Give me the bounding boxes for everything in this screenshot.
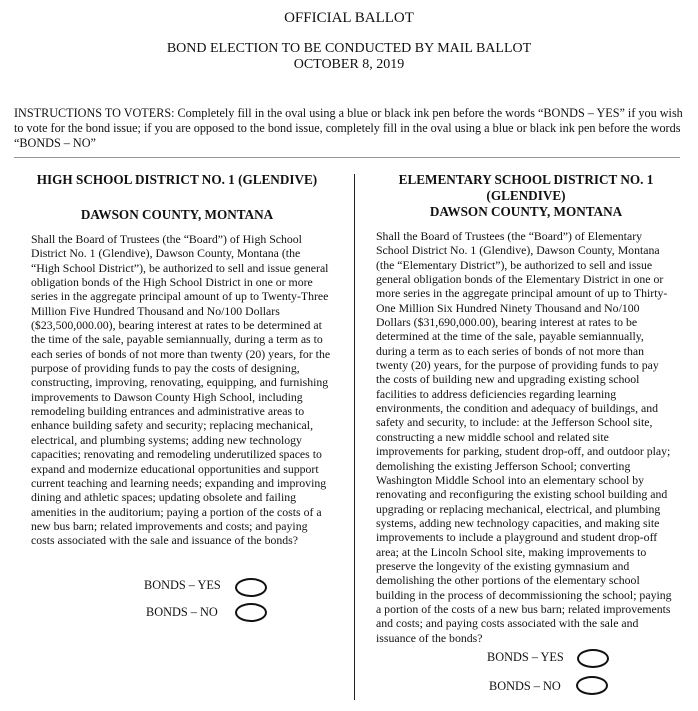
high-school-no-oval[interactable]: [235, 603, 267, 622]
elementary-question: Shall the Board of Trustees (the “Board”) of Elementary School District No. 1 (Glendive), Dawson County, Montana (the “Elementary District”), be authorized to sell and issue general obligation bonds of the Elementary District in one or more series in the aggregate principal amount of up to Thirty-One Million Six Hundred Ninety Thousand and No/100 Dollars ($31,690,000.00), bearing interest at rates to be determined at the time of the sale, payable semiannually, during a term as to each series of bonds of not more than twenty (20) years, for the purpose of providing funds to pay the costs of building new and upgrading existing school facilities to address deficiencies regarding learning environments, the condition and adequacy of buildings, and safety and security, to include: at the Jefferson School site, constructing a new middle school and related site improvements for parking, student drop-off, and outdoor play; demolishing the existing Jefferson School; converting Washington Middle School into an elementary school by renovating and reconfiguring the existing school building and upgrading or replacing mechanical, electrical, and plumbing systems, adding new technology capacities, and making site improvements to include a playground and student drop-off area; at the Lincoln School site, making improvements to preserve the longevity of the existing gymnasium and demolishing the other portions of the elementary school building in the process of decommissioning the school; paying a portion of the costs of a new bus barn; related improvements and costs; and paying costs associated with the sale and issuance of the bonds?: [376, 229, 672, 645]
elementary-no-label: BONDS – NO: [489, 679, 561, 693]
high-school-heading: HIGH SCHOOL DISTRICT NO. 1 (GLENDIVE): [36, 172, 318, 187]
high-school-yes-oval[interactable]: [235, 578, 267, 597]
elementary-heading-line2: (GLENDIVE): [486, 188, 566, 203]
high-school-county: DAWSON COUNTY, MONTANA: [80, 207, 274, 222]
column-divider: [354, 174, 355, 700]
high-school-question: Shall the Board of Trustees (the “Board”) of High School District No. 1 (Glendive), Dawson County, Montana (the “High School District”), be authorized to sell and issue general obligation bonds of the High School District in one or more series in the aggregate principal amount of up to Twenty-Three Million Five Hundred Thousand and No/100 Dollars ($23,500,000.00), bearing interest at rates to be determined at the time of the sale, payable semiannually, during a term as to each series of bonds of not more than twenty (20) years, for the purpose of providing funds to pay the costs of designing, constructing, improving, renovating, equipping, and furnishing improvements to Dawson County High School, including remodeling building entrances and administrative areas to enhance building safety and security; replacing mechanical, electrical, and plumbing systems; adding new technology capacities; renovating and remodeling underutilized spaces to expand and modernize educational opportunities and support current teaching and learning needs; expanding and improving dining and athletic spaces; updating obsolete and failing amenities in the auditorium; paying a portion of the costs of a new bus barn; related improvements and costs; and paying costs associated with the sale and issuance of the bonds?: [31, 232, 331, 548]
elementary-section: [376, 172, 684, 645]
elementary-heading-line1: ELEMENTARY SCHOOL DISTRICT NO. 1: [398, 172, 654, 187]
voter-instructions: INSTRUCTIONS TO VOTERS: Completely fill in the oval using a blue or black ink pen before the words “BONDS – YES” if you wish to vote for the bond issue; if you are opposed to the bond issue, completely fill in the oval using a blue or black ink pen before the words “BONDS – NO”: [14, 106, 683, 150]
elementary-no-oval[interactable]: [576, 676, 608, 695]
elementary-yes-oval[interactable]: [577, 649, 609, 668]
ballot-title: OFFICIAL BALLOT: [284, 10, 414, 26]
election-date: OCTOBER 8, 2019: [293, 57, 405, 72]
instructions-divider: [14, 157, 680, 158]
high-school-section: [31, 172, 339, 548]
elementary-yes-label: BONDS – YES: [487, 650, 564, 664]
elementary-county: DAWSON COUNTY, MONTANA: [429, 204, 623, 219]
high-school-no-label: BONDS – NO: [146, 605, 218, 619]
election-subtitle: BOND ELECTION TO BE CONDUCTED BY MAIL BALLOT: [166, 41, 532, 56]
high-school-yes-label: BONDS – YES: [144, 578, 221, 592]
